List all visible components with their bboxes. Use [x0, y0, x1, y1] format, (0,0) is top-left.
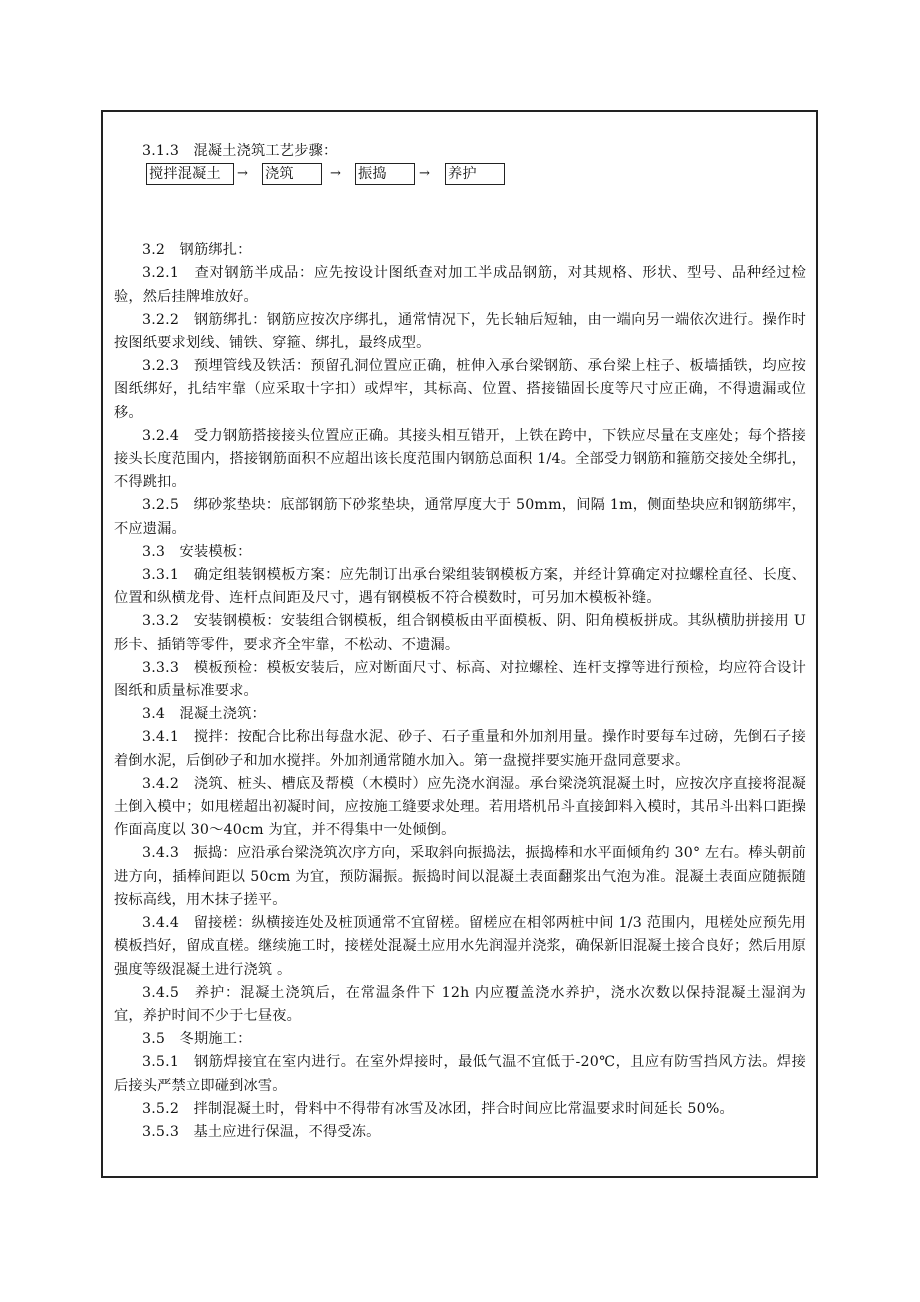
flow-arrow-icon: → — [419, 166, 431, 182]
paragraph-3-4-1: 3.4.1 搅拌：按配合比称出每盘水泥、砂子、石子重量和外加剂用量。操作时要每车过磅，先倒石子接着倒水泥，后倒砂子和加水搅拌。外加剂通常随水加入。第一盘搅拌要实施开盘同意要求。 — [114, 729, 806, 769]
section-heading-3-2: 3.2 钢筋绑扎： — [142, 242, 252, 259]
paragraph-3-2-2: 3.2.2 钢筋绑扎：钢筋应按次序绑扎，通常情况下，先长轴后短轴，由一端向另一端依次进行。操作时按图纸要求划线、铺铁、穿箍、绑扎，最终成型。 — [114, 311, 806, 352]
paragraph-3-3-3: 3.3.3 模板预检：模板安装后，应对断面尺寸、标高、对拉螺栓、连杆支撑等进行预检，均应符合设计图纸和质量标准要求。 — [114, 659, 806, 700]
flow-arrow-icon: → — [237, 166, 249, 182]
paragraph-3-2-1: 3.2.1 查对钢筋半成品：应先按设计图纸查对加工半成品钢筋，对其规格、形状、型号、品种经过检验，然后挂牌堆放好。 — [114, 265, 806, 305]
paragraph-3-2-4: 3.2.4 受力钢筋搭接接头位置应正确。其接头相互错开，上铁在跨中，下铁应尽量在支座处；每个搭接接头长度范围内，搭接钢筋面积不应超出该长度范围内钢筋总面积 1/4。全部受力钢筋和箍筋交接处全绑扎，不得跳扣。 — [114, 427, 806, 491]
paragraph-3-4-4: 3.4.4 留接槎：纵横接连处及桩顶通常不宜留槎。留槎应在相邻两桩中间 1/3 范围内，甩槎处应预先用模板挡好，留成直槎。继续施工时，接槎处混凝土应用水先润湿并浇浆，确保新旧混凝土接合良好；然后用原强度等级混凝土进行浇筑 。 — [114, 915, 806, 978]
flow-step-vibrating: 振捣 — [355, 163, 415, 185]
section-heading-3-3: 3.3 安装模板： — [142, 543, 252, 560]
flow-heading: 3.1.3 混凝土浇筑工艺步骤： — [142, 143, 338, 159]
flow-step-curing: 养护 — [445, 163, 505, 185]
paragraph-3-3-2: 3.3.2 安装钢模板：安装组合钢模板，组合钢模板由平面模板、阴、阳角模板拼成。其纵横肋拼接用 U 形卡、插销等零件，要求齐全牢靠，不松动、不遗漏。 — [114, 613, 806, 653]
flow-step-pouring: 浇筑 — [262, 163, 322, 185]
process-flow — [114, 163, 806, 187]
paragraph-3-4-3: 3.4.3 振捣：应沿承台梁浇筑次序方向，采取斜向振捣法，振捣棒和水平面倾角约 30° 左右。棒头朝前进方向，插棒间距以 50cm 为宜，预防漏振。振捣时间以混凝土表面翻浆出气泡为准。混凝土表面应随振随按标高线，用木抹子搓平。 — [114, 845, 806, 908]
section-heading-3-5: 3.5 冬期施工： — [142, 1031, 252, 1048]
paragraph-3-2-5: 3.2.5 绑砂浆垫块：底部钢筋下砂浆垫块，通常厚度大于 50mm，间隔 1m，侧面垫块应和钢筋绑牢，不应遗漏。 — [114, 497, 806, 537]
paragraph-3-5-2: 3.5.2 拌制混凝土时，骨料中不得带有冰雪及冰团，拌合时间应比常温要求时间延长 50%。 — [142, 1100, 734, 1117]
paragraph-3-2-3: 3.2.3 预埋管线及铁活：预留孔洞位置应正确，桩伸入承台梁钢筋、承台梁上柱子、板墙插铁，均应按图纸绑好，扎结牢靠（应采取十字扣）或焊牢，其标高、位置、搭接锚固长度等尺寸应正确，不得遗漏或位移。 — [114, 358, 806, 421]
paragraph-3-5-1: 3.5.1 钢筋焊接宜在室内进行。在室外焊接时，最低气温不宜低于-20℃，且应有防雪挡风方法。焊接后接头严禁立即碰到冰雪。 — [114, 1054, 806, 1094]
section-heading-3-4: 3.4 混凝土浇筑： — [142, 706, 266, 723]
paragraph-3-3-1: 3.3.1 确定组装钢模板方案：应先制订出承台梁组装钢模板方案，并经计算确定对拉螺栓直径、长度、位置和纵横龙骨、连杆点间距及尺寸，遇有钢模板不符合模数时，可另加木模板补缝。 — [114, 567, 806, 607]
flow-step-mixing: 搅拌混凝土 — [146, 163, 234, 185]
paragraph-3-4-2: 3.4.2 浇筑、桩头、槽底及帮模（木模时）应先浇水润湿。承台梁浇筑混凝土时，应按次序直接将混凝土倒入模中；如甩槎超出初凝时间，应按施工缝要求处理。若用塔机吊斗直接卸料入模时，其吊斗出料口距操作面高度以 30～40cm 为宜，并不得集中一处倾倒。 — [114, 775, 806, 839]
paragraph-3-4-5: 3.4.5 养护：混凝土浇筑后，在常温条件下 12h 内应覆盖浇水养护，浇水次数以保持混凝土湿润为宜，养护时间不少于七昼夜。 — [114, 984, 806, 1024]
paragraph-3-5-3: 3.5.3 基土应进行保温，不得受冻。 — [142, 1123, 381, 1140]
flow-arrow-icon: → — [330, 166, 342, 182]
document-body — [114, 140, 806, 1144]
